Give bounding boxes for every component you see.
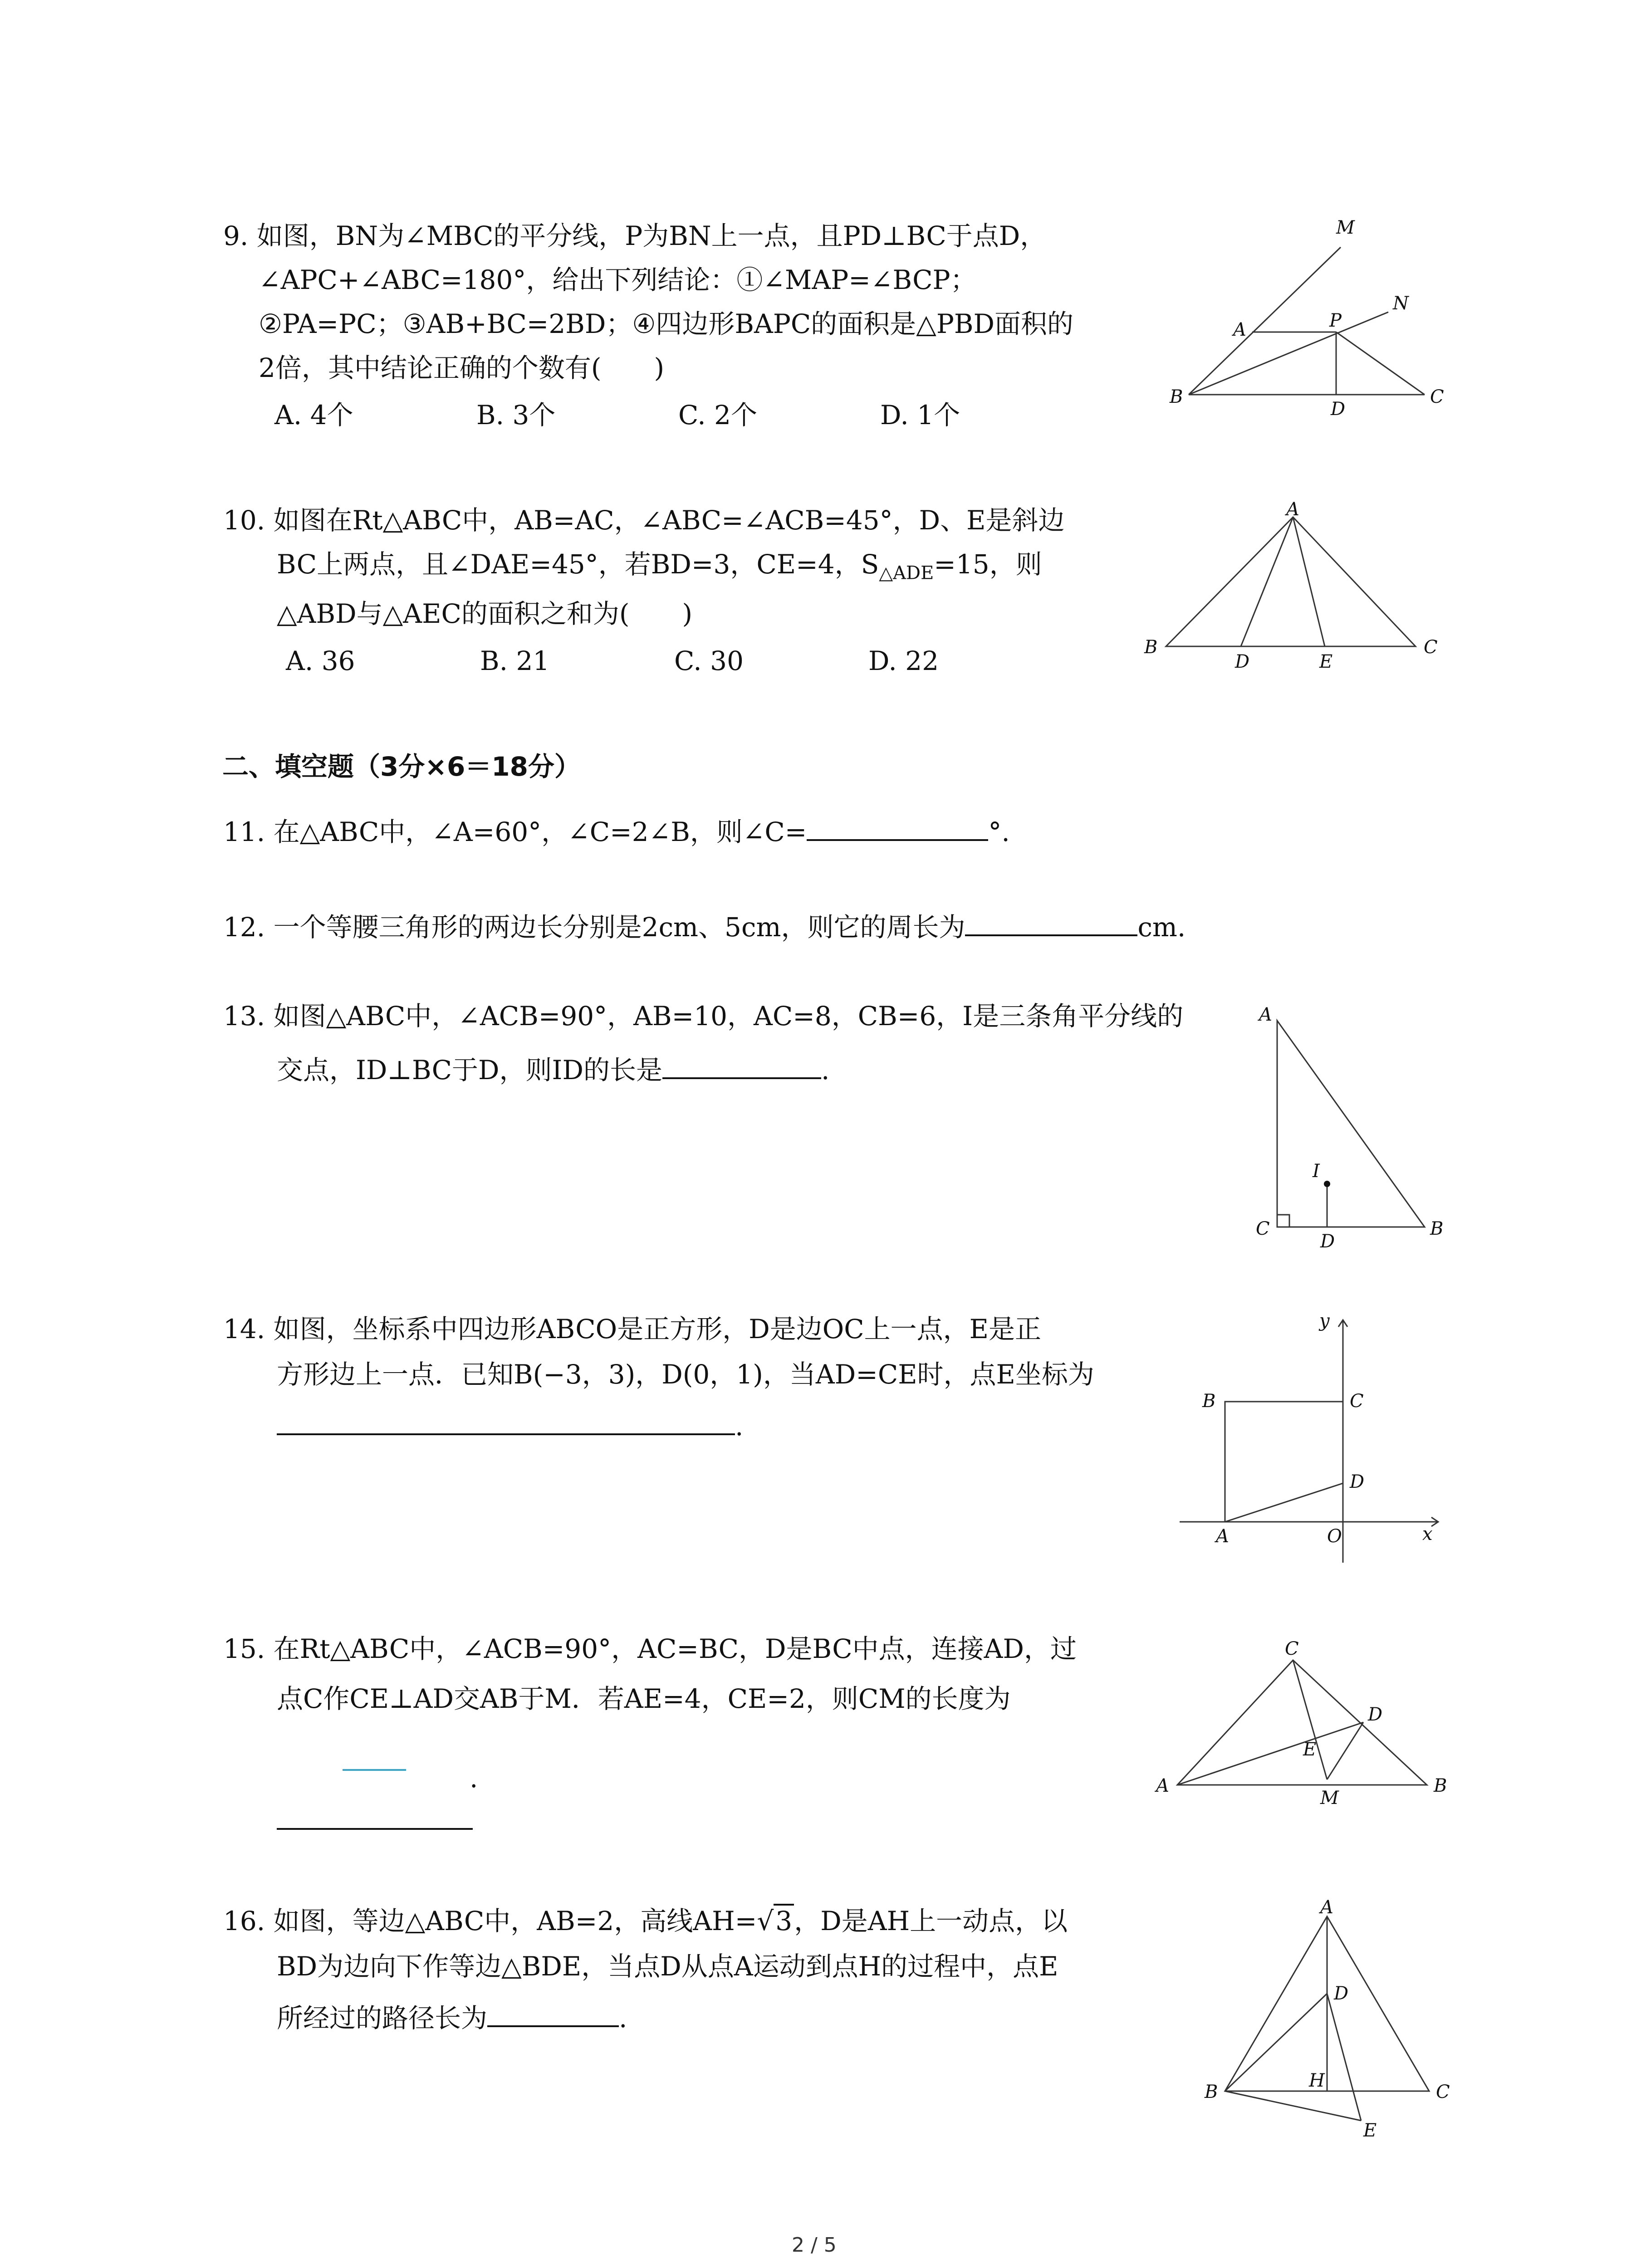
q15-cyan-underline — [343, 1769, 406, 1771]
q10-label-d: D — [1235, 651, 1250, 672]
q12-post: cm. — [1137, 912, 1186, 943]
q15-label-b: B — [1434, 1775, 1447, 1796]
q13-label-b: B — [1430, 1218, 1444, 1239]
q14-label-y: y — [1319, 1310, 1330, 1331]
q15-label-a: A — [1156, 1775, 1169, 1796]
q10-option-b[interactable]: B. 21 — [480, 645, 550, 676]
q16-line1-pre: 16. 如图，等边△ABC中，AB=2，高线AH= — [223, 1906, 757, 1936]
q13-label-a: A — [1259, 1004, 1272, 1025]
q16-label-a: A — [1320, 1897, 1333, 1918]
q10-option-a[interactable]: A. 36 — [286, 645, 355, 676]
q10-label-e: E — [1319, 651, 1333, 672]
q16-line1 — [223, 1905, 1068, 1937]
q15-line2: 点C作CE⊥AD交AB于M．若AE=4，CE=2，则CM的长度为 — [277, 1683, 1011, 1714]
q16-line3-pre: 所经过的路径长为 — [277, 2003, 488, 2033]
q10-option-c[interactable]: C. 30 — [674, 645, 744, 676]
section-title: 二、填空题（3分×6＝18分） — [222, 751, 581, 782]
q16-line3-post: . — [619, 2003, 627, 2033]
q10-area-subscript: △ADE — [879, 562, 934, 584]
q16-label-b: B — [1205, 2082, 1218, 2102]
q11-answer-blank[interactable] — [807, 812, 988, 841]
q10-label-c: C — [1424, 637, 1438, 658]
q9-options — [274, 399, 960, 431]
q15-label-m: M — [1320, 1788, 1339, 1809]
q15-answer-blank[interactable] — [277, 1828, 473, 1830]
q14-line2: 方形边上一点．已知B(−3，3)，D(0，1)，当AD=CE时，点E坐标为 — [277, 1359, 1094, 1390]
q14-line3-post: . — [735, 1411, 744, 1442]
q13-label-c: C — [1256, 1218, 1270, 1239]
q16-label-c: C — [1436, 2082, 1450, 2102]
q15-label-e: E — [1303, 1739, 1317, 1760]
q9-figure — [1152, 213, 1461, 422]
q13-line1: 13. 如图△ABC中，∠ACB=90°，AB=10，AC=8，CB=6，I是三条角平分线的 — [223, 1001, 1184, 1031]
q12-line — [223, 907, 1185, 943]
q9-label-b: B — [1170, 386, 1183, 407]
q16-label-e: E — [1363, 2120, 1377, 2141]
q12-pre: 12. 一个等腰三角形的两边长分别是2cm、5cm，则它的周长为 — [223, 912, 965, 943]
q9-option-a[interactable]: A. 4个 — [274, 400, 353, 430]
q9-option-d[interactable]: D. 1个 — [880, 400, 960, 430]
q16-label-h: H — [1309, 2070, 1325, 2091]
q9-label-d: D — [1331, 399, 1346, 420]
q16-answer-blank[interactable] — [487, 1998, 619, 2027]
q13-label-i: I — [1313, 1161, 1320, 1182]
q10-figure — [1130, 499, 1456, 680]
q10-option-d[interactable]: D. 22 — [868, 645, 939, 676]
q10-line2-pre: BC上两点，且∠DAE=45°，若BD=3，CE=4，S — [277, 549, 879, 580]
q14-answer-blank[interactable] — [277, 1406, 735, 1435]
q15-figure — [1143, 1628, 1461, 1819]
q11-post: °. — [988, 816, 1010, 847]
q11-line — [223, 812, 1010, 848]
q15-label-d: D — [1368, 1704, 1383, 1725]
q14-label-o: O — [1327, 1526, 1342, 1547]
q9-label-p: P — [1329, 310, 1342, 331]
q14-line1: 14. 如图，坐标系中四边形ABCO是正方形，D是边OC上一点，E是正 — [223, 1314, 1041, 1344]
q13-line2-post: . — [821, 1055, 830, 1085]
q15-line1: 15. 在Rt△ABC中，∠ACB=90°，AC=BC，D是BC中点，连接AD，过 — [223, 1633, 1077, 1664]
q10-line1: 10. 如图在Rt△ABC中，AB=AC，∠ABC=∠ACB=45°，D、E是斜边 — [223, 505, 1065, 536]
q13-line2 — [277, 1050, 829, 1086]
page-number: 2 / 5 — [792, 2234, 837, 2257]
q9-option-c[interactable]: C. 2个 — [678, 400, 758, 430]
q10-options — [286, 645, 939, 677]
q10-line3: △ABD与△AEC的面积之和为( ) — [277, 598, 693, 629]
q16-line2: BD为边向下作等边△BDE，当点D从点A运动到点H的过程中，点E — [277, 1951, 1058, 1982]
q15-label-c: C — [1285, 1638, 1299, 1659]
sqrt-symbol: √ — [757, 1906, 774, 1936]
q9-label-a: A — [1233, 319, 1246, 340]
q9-line3: ②PA=PC；③AB+BC=2BD；④四边形BAPC的面积是△PBD面积的 — [259, 308, 1074, 339]
q9-line4: 2倍，其中结论正确的个数有( ) — [259, 352, 665, 383]
q16-figure — [1180, 1892, 1452, 2146]
q12-answer-blank[interactable] — [965, 907, 1137, 936]
q14-figure — [1171, 1306, 1452, 1569]
q16-line1-post: ，D是AH上一动点，以 — [794, 1906, 1068, 1936]
q11-pre: 11. 在△ABC中，∠A=60°，∠C=2∠B，则∠C= — [223, 816, 807, 847]
q15-line3: . — [470, 1763, 478, 1794]
q10-line2-post: =15，则 — [934, 549, 1042, 580]
q16-sqrt-radicand: 3 — [774, 1904, 794, 1936]
q14-label-b: B — [1202, 1391, 1216, 1412]
q10-label-a: A — [1286, 499, 1299, 520]
q13-figure — [1243, 998, 1461, 1261]
q9-label-m: M — [1336, 217, 1355, 238]
q14-label-d: D — [1350, 1471, 1365, 1492]
q16-label-d: D — [1334, 1983, 1349, 2004]
q14-label-c: C — [1350, 1391, 1364, 1412]
q10-label-b: B — [1144, 637, 1158, 658]
q14-line3 — [277, 1406, 743, 1442]
q9-line2: ∠APC+∠ABC=180°，给出下列结论：①∠MAP=∠BCP； — [259, 264, 977, 295]
q10-line2 — [277, 548, 1042, 589]
q16-line3 — [277, 1998, 627, 2034]
q9-option-b[interactable]: B. 3个 — [476, 400, 556, 430]
q9-label-c: C — [1430, 386, 1444, 407]
q14-label-a: A — [1216, 1526, 1229, 1547]
q13-answer-blank[interactable] — [662, 1050, 821, 1079]
q13-line2-pre: 交点，ID⊥BC于D，则ID的长是 — [277, 1055, 662, 1085]
q14-label-x: x — [1422, 1524, 1433, 1545]
q13-label-d: D — [1320, 1231, 1335, 1252]
q9-line1: 9. 如图，BN为∠MBC的平分线，P为BN上一点，且PD⊥BC于点D， — [223, 220, 1047, 251]
q9-label-n: N — [1393, 293, 1409, 314]
